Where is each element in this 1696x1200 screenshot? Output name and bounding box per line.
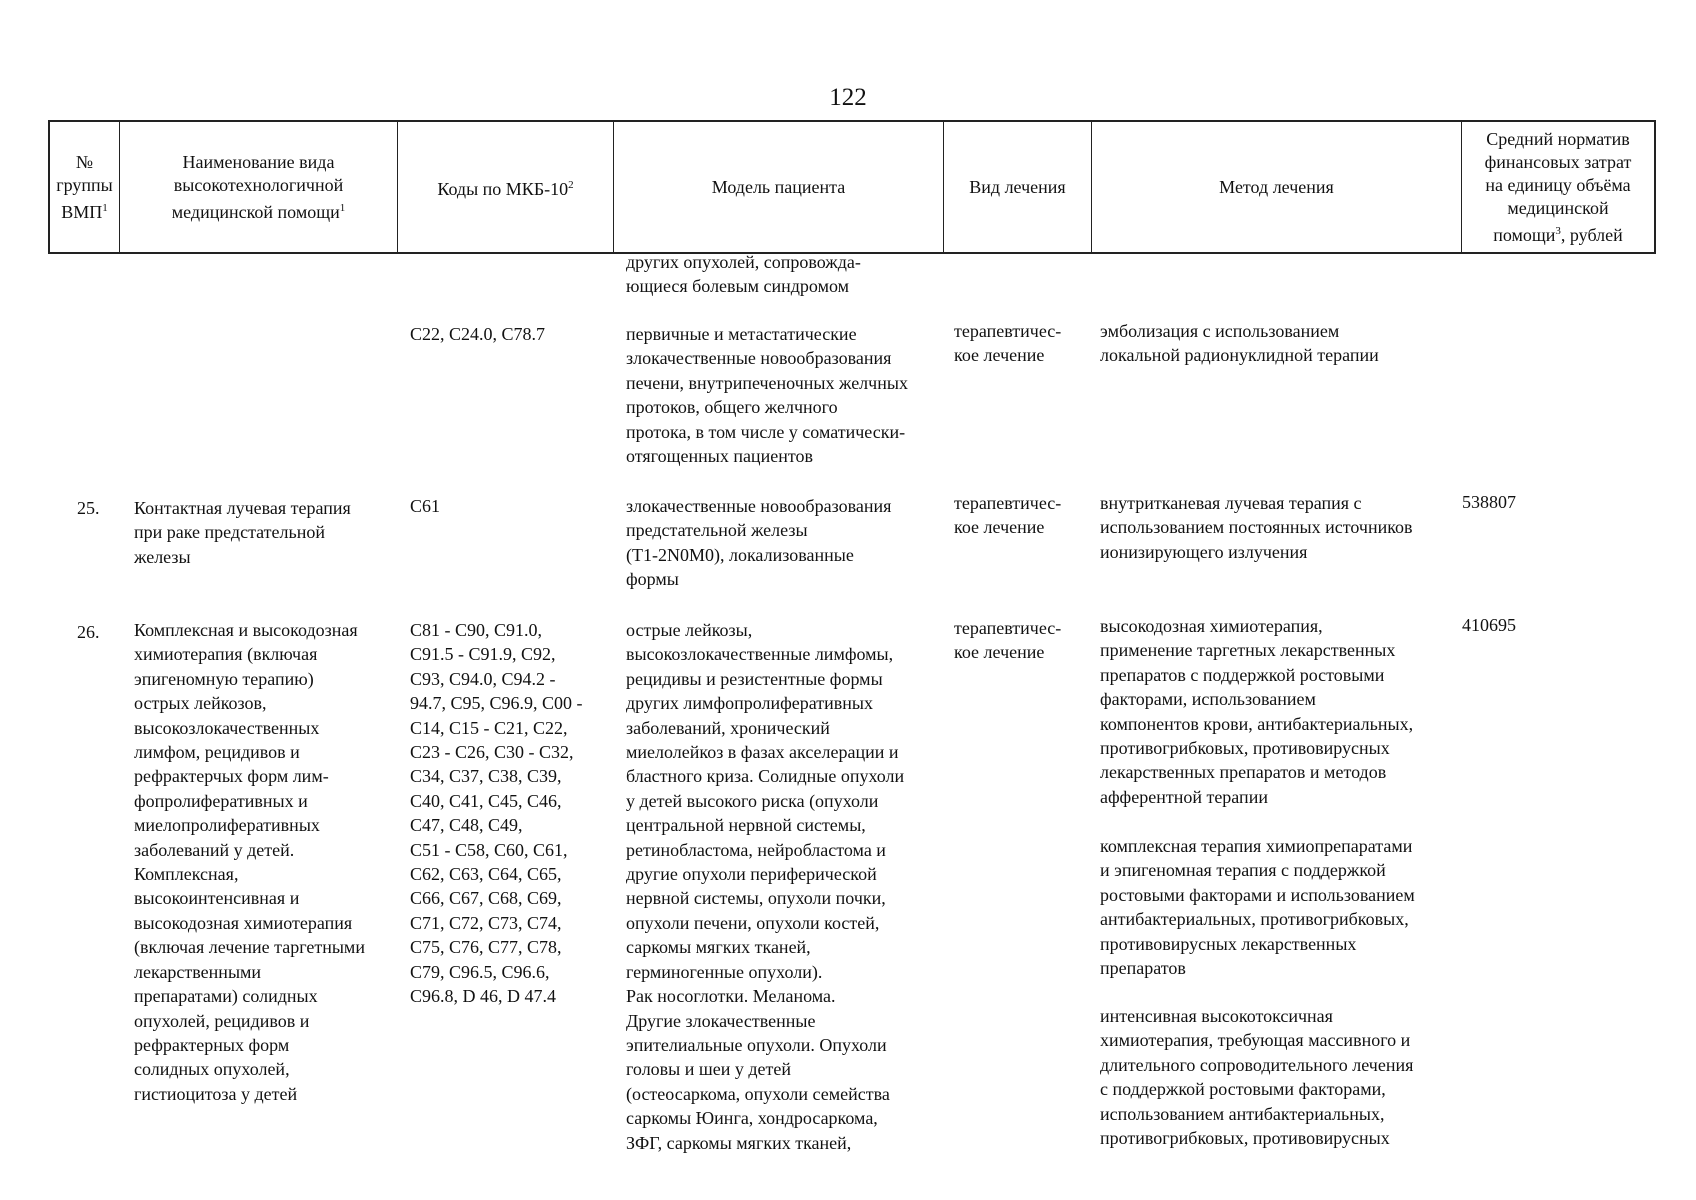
header-cost-line5: помощи bbox=[1493, 224, 1556, 245]
header-care-type-line2: высокотехнологичной bbox=[173, 174, 344, 195]
table-header bbox=[48, 120, 1656, 254]
header-cost-line4: медицинской bbox=[1507, 197, 1609, 218]
row-26-codes: C81 - C90, C91.0, C91.5 - C91.9, C92, C93, C94.0, C94.2 - 94.7, C95, C96.9, C00 - C14, C15 - C21, C22, C23 - C26, C30 - C32, C34, C37, C38, C39, C40, C41, C45, C46, C47, C48, C49, C51 - C58, C60, C61, C62, C63, C64, C65, C66, C67, C68, C69, C71, C72, C73, C74, C75, C76, C77, C78, C79, C96.5, C96.6, C96.8, D 46, D 47.4 bbox=[410, 620, 583, 1007]
header-patient-model: Модель пациента bbox=[614, 122, 944, 252]
row-26-treatment-method-2: комплексная терапия химиопрепаратами и эпигеномная терапия с поддержкой ростовыми факторами и использованием антибактериальных, противогрибковых, противовирусных лекарственных препаратов bbox=[1100, 836, 1415, 979]
header-group-number-line3: ВМП bbox=[61, 201, 103, 222]
header-cost-line2: финансовых затрат bbox=[1484, 151, 1632, 172]
header-group-number bbox=[50, 122, 120, 252]
header-cost-line5-end: , рублей bbox=[1560, 224, 1623, 245]
row-26-patient-model: острые лейкозы, высокозлокачественные лимфомы, рецидивы и резистентные формы других лимфопролиферативных заболеваний, хронический миелолейкоз в фазах акселерации и бластного криза. Солидные опухоли у детей высокого риска (опухоли центральной нервной системы, ретинобластома, нейробластома и другие опухоли периферической нервной системы, опухоли почки, опухоли печени, опухоли костей, саркомы мягких тканей, герминогенные опухоли). Рак носоглотки. Меланома. Другие злокачественные эпителиальные опухоли. Опухоли головы и шеи у детей (остеосаркома, опухоли семейства саркомы Юинга, хондросаркома, ЗФГ, саркомы мягких тканей, bbox=[626, 620, 905, 1153]
row-c22-treatment-type: терапевтичес- кое лечение bbox=[954, 321, 1062, 366]
header-cost-norm bbox=[1462, 122, 1654, 252]
continuation-patient-model: других опухолей, сопровожда- ющиеся болевым синдромом bbox=[626, 252, 861, 297]
header-treatment-method: Метод лечения bbox=[1092, 122, 1462, 252]
footnote-1: 1 bbox=[339, 201, 346, 214]
row-c22-codes: C22, C24.0, C78.7 bbox=[410, 324, 546, 344]
row-25-codes: C61 bbox=[410, 496, 441, 516]
row-26-cost: 410695 bbox=[1462, 615, 1516, 635]
header-care-type-name bbox=[120, 122, 398, 252]
row-26-treatment-method-3: интенсивная высокотоксичная химиотерапия, требующая массивного и длительного сопроводительного лечения с поддержкой ростовыми факторами, использованием антибактериальных, противогрибковых, противовирусных bbox=[1100, 1006, 1414, 1149]
row-c22-patient-model: первичные и метастатические злокачественные новообразования печени, внутрипеченочных желчных протоков, общего желчного протока, в том числе у соматически- отягощенных пациентов bbox=[626, 324, 908, 467]
row-25-cost: 538807 bbox=[1462, 492, 1516, 512]
header-group-number-line1: № bbox=[75, 151, 94, 172]
footnote-1: 1 bbox=[102, 201, 108, 214]
header-icd-codes bbox=[398, 122, 614, 252]
row-26-care-type-name: Комплексная и высокодозная химиотерапия (включая эпигеномную терапию) острых лейкозов, высокозлокачественных лимфом, рецидивов и рефрактерчых форм лим- фопролиферативных и миелопролиферативных заболеваний у детей. Комплексная, высокоинтенсивная и высокодозная химиотерапия (включая лечение таргетными лекарственными препаратами) солидных опухолей, рецидивов и рефрактерных форм солидных опухолей, гистиоцитоза у детей bbox=[134, 620, 365, 1104]
row-25-treatment-method: внутритканевая лучевая терапия с использованием постоянных источников ионизирующего излучения bbox=[1100, 493, 1413, 562]
header-group-number-line2: группы bbox=[56, 174, 113, 195]
row-25-treatment-type: терапевтичес- кое лечение bbox=[954, 493, 1062, 538]
row-26-treatment-type: терапевтичес- кое лечение bbox=[954, 618, 1062, 663]
page-number: 122 bbox=[829, 84, 867, 111]
row-26-number: 26. bbox=[77, 622, 100, 642]
header-cost-line1: Средний норматив bbox=[1486, 128, 1630, 149]
row-25-care-type-name: Контактная лучевая терапия при раке предстательной железы bbox=[134, 498, 351, 567]
header-icd-codes-label: Коды по МКБ-10 bbox=[437, 178, 569, 199]
row-26-treatment-method-1: высокодозная химиотерапия, применение таргетных лекарственных препаратов с поддержкой ростовыми факторами, использованием компонентов крови, антибактериальных, противогрибковых, противовирусных лекарственных препаратов и методов афферентной терапии bbox=[1100, 616, 1414, 807]
footnote-2: 2 bbox=[568, 178, 574, 191]
header-treatment-type: Вид лечения bbox=[944, 122, 1092, 252]
row-c22-treatment-method: эмболизация с использованием локальной радионуклидной терапии bbox=[1100, 321, 1379, 366]
header-care-type-line1: Наименование вида bbox=[182, 151, 335, 172]
row-25-number: 25. bbox=[77, 498, 100, 518]
row-25-patient-model: злокачественные новообразования предстательной железы (T1-2N0M0), локализованные формы bbox=[626, 496, 892, 590]
header-care-type-line3: медицинской помощи bbox=[171, 201, 340, 222]
footnote-3: 3 bbox=[1555, 224, 1561, 237]
header-cost-line3: на единицу объёма bbox=[1485, 174, 1631, 195]
